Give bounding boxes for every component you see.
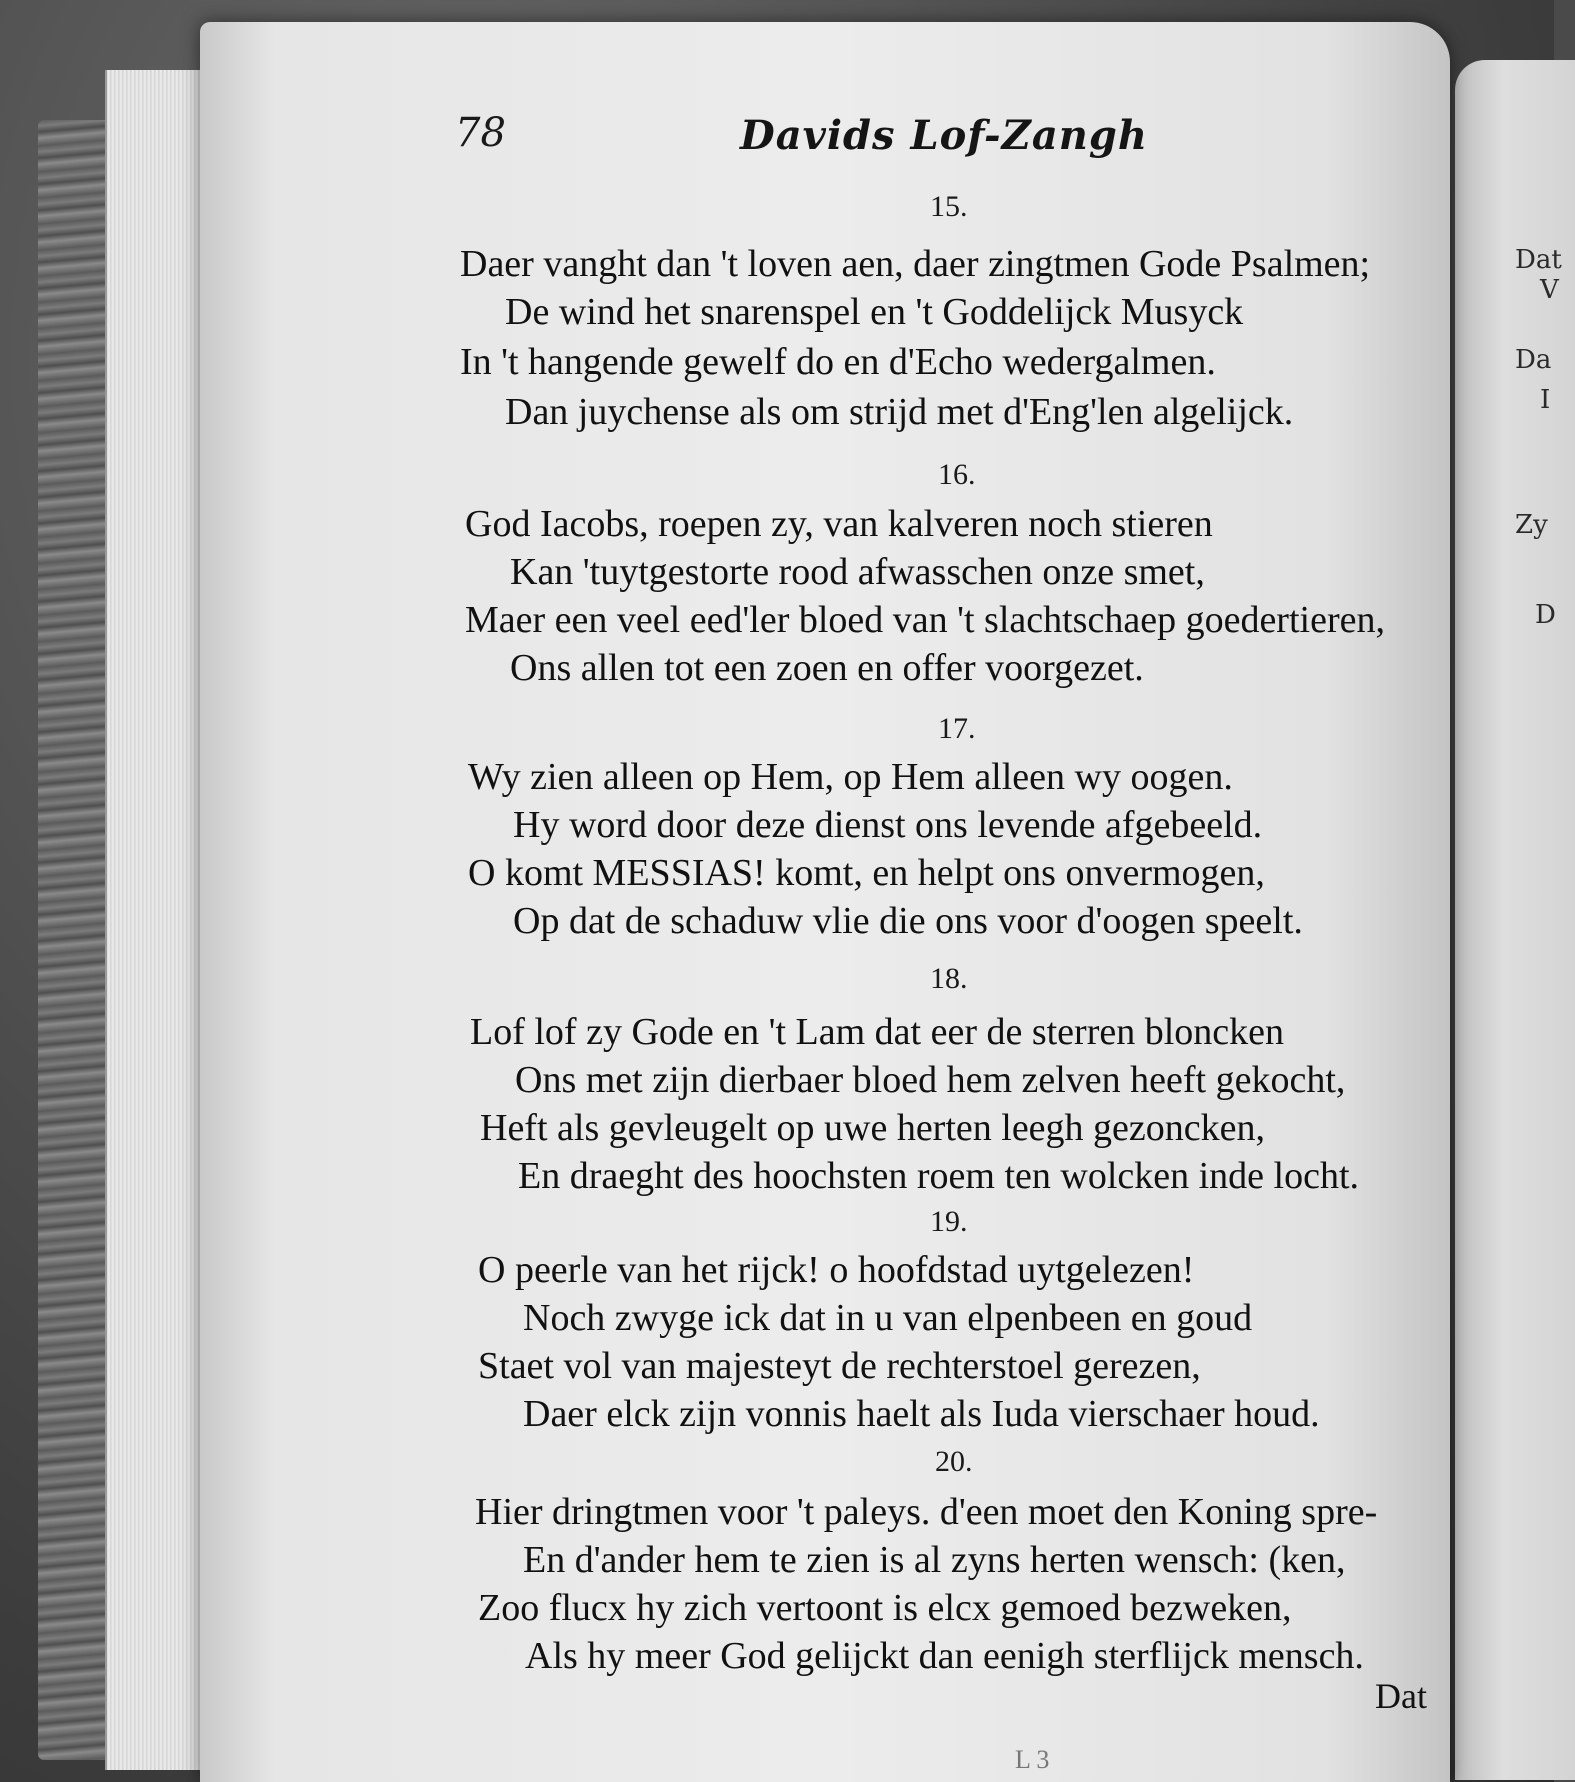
verse-line: Lof lof zy Gode en 't Lam dat eer de sterren bloncken [470, 1011, 1285, 1053]
verse-line: Zoo flucx hy zich vertoont is elcx gemoed bezweken, [478, 1587, 1292, 1629]
stanza-number: 16. [938, 458, 976, 491]
verse-line: Hy word door deze dienst ons levende afgebeeld. [513, 804, 1263, 846]
verse-line: God Iacobs, roepen zy, van kalveren noch stieren [465, 503, 1213, 545]
verse-line: O peerle van het rijck! o hoofdstad uytgelezen! [478, 1249, 1195, 1291]
verse-line: Kan 'tuytgestorte rood afwasschen onze smet, [510, 551, 1205, 593]
facing-page-text: D [1535, 600, 1556, 630]
verse-line: Ons allen tot een zoen en offer voorgezet. [510, 647, 1144, 689]
verse-line: Maer een veel eed'ler bloed van 't slachtschaep goedertieren, [465, 599, 1385, 641]
facing-page-text: I [1540, 385, 1551, 415]
signature-mark: L 3 [1015, 1745, 1050, 1774]
facing-page-text: Dat [1515, 245, 1562, 275]
verse-line: In 't hangende gewelf do en d'Echo wedergalmen. [460, 341, 1216, 383]
verse-line: O komt MESSIAS! komt, en helpt ons onvermogen, [468, 852, 1265, 894]
running-title: Davids Lof-Zangh [740, 112, 1148, 159]
verse-line: En d'ander hem te zien is al zyns herten wensch: (ken, [523, 1539, 1346, 1581]
verse-line: Heft als gevleugelt op uwe herten leegh gezoncken, [480, 1107, 1266, 1149]
verse-line: Daer vanght dan 't loven aen, daer zingtmen Gode Psalmen; [460, 243, 1371, 285]
page-number: 78 [455, 110, 506, 156]
stanza-number: 18. [930, 962, 968, 995]
verse-line: Als hy meer God gelijckt dan eenigh sterflijck mensch. [525, 1635, 1364, 1677]
verse-line: Wy zien alleen op Hem, op Hem alleen wy oogen. [468, 756, 1233, 798]
facing-page-text: Da [1515, 345, 1552, 375]
verse-line: Ons met zijn dierbaer bloed hem zelven heeft gekocht, [515, 1059, 1346, 1101]
running-head [455, 110, 1175, 170]
stanza-number: 20. [935, 1445, 973, 1478]
verse-line: En draeght des hoochsten roem ten wolcken inde locht. [518, 1155, 1360, 1197]
stanza-number: 17. [938, 712, 976, 745]
facing-page-text: V [1540, 275, 1559, 305]
verse-line: Op dat de schaduw vlie die ons voor d'oogen speelt. [513, 900, 1303, 942]
verse-line: Noch zwyge ick dat in u van elpenbeen en goud [523, 1297, 1253, 1339]
stanza-number: 15. [930, 190, 968, 223]
verse-line: Dan juychense als om strijd met d'Eng'len algelijck. [505, 391, 1294, 433]
facing-page [1455, 60, 1575, 1780]
catchword: Dat [1375, 1676, 1427, 1716]
stanza-number: 19. [930, 1205, 968, 1238]
verse-line: Staet vol van majesteyt de rechterstoel gerezen, [478, 1345, 1201, 1387]
verse-line: Hier dringtmen voor 't paleys. d'een moet den Koning spre- [475, 1491, 1378, 1533]
verse-line: De wind het snarenspel en 't Goddelijck Musyck [505, 291, 1244, 333]
verse-line: Daer elck zijn vonnis haelt als Iuda vierschaer houd. [523, 1393, 1320, 1435]
facing-page-text: Zy [1515, 510, 1548, 540]
